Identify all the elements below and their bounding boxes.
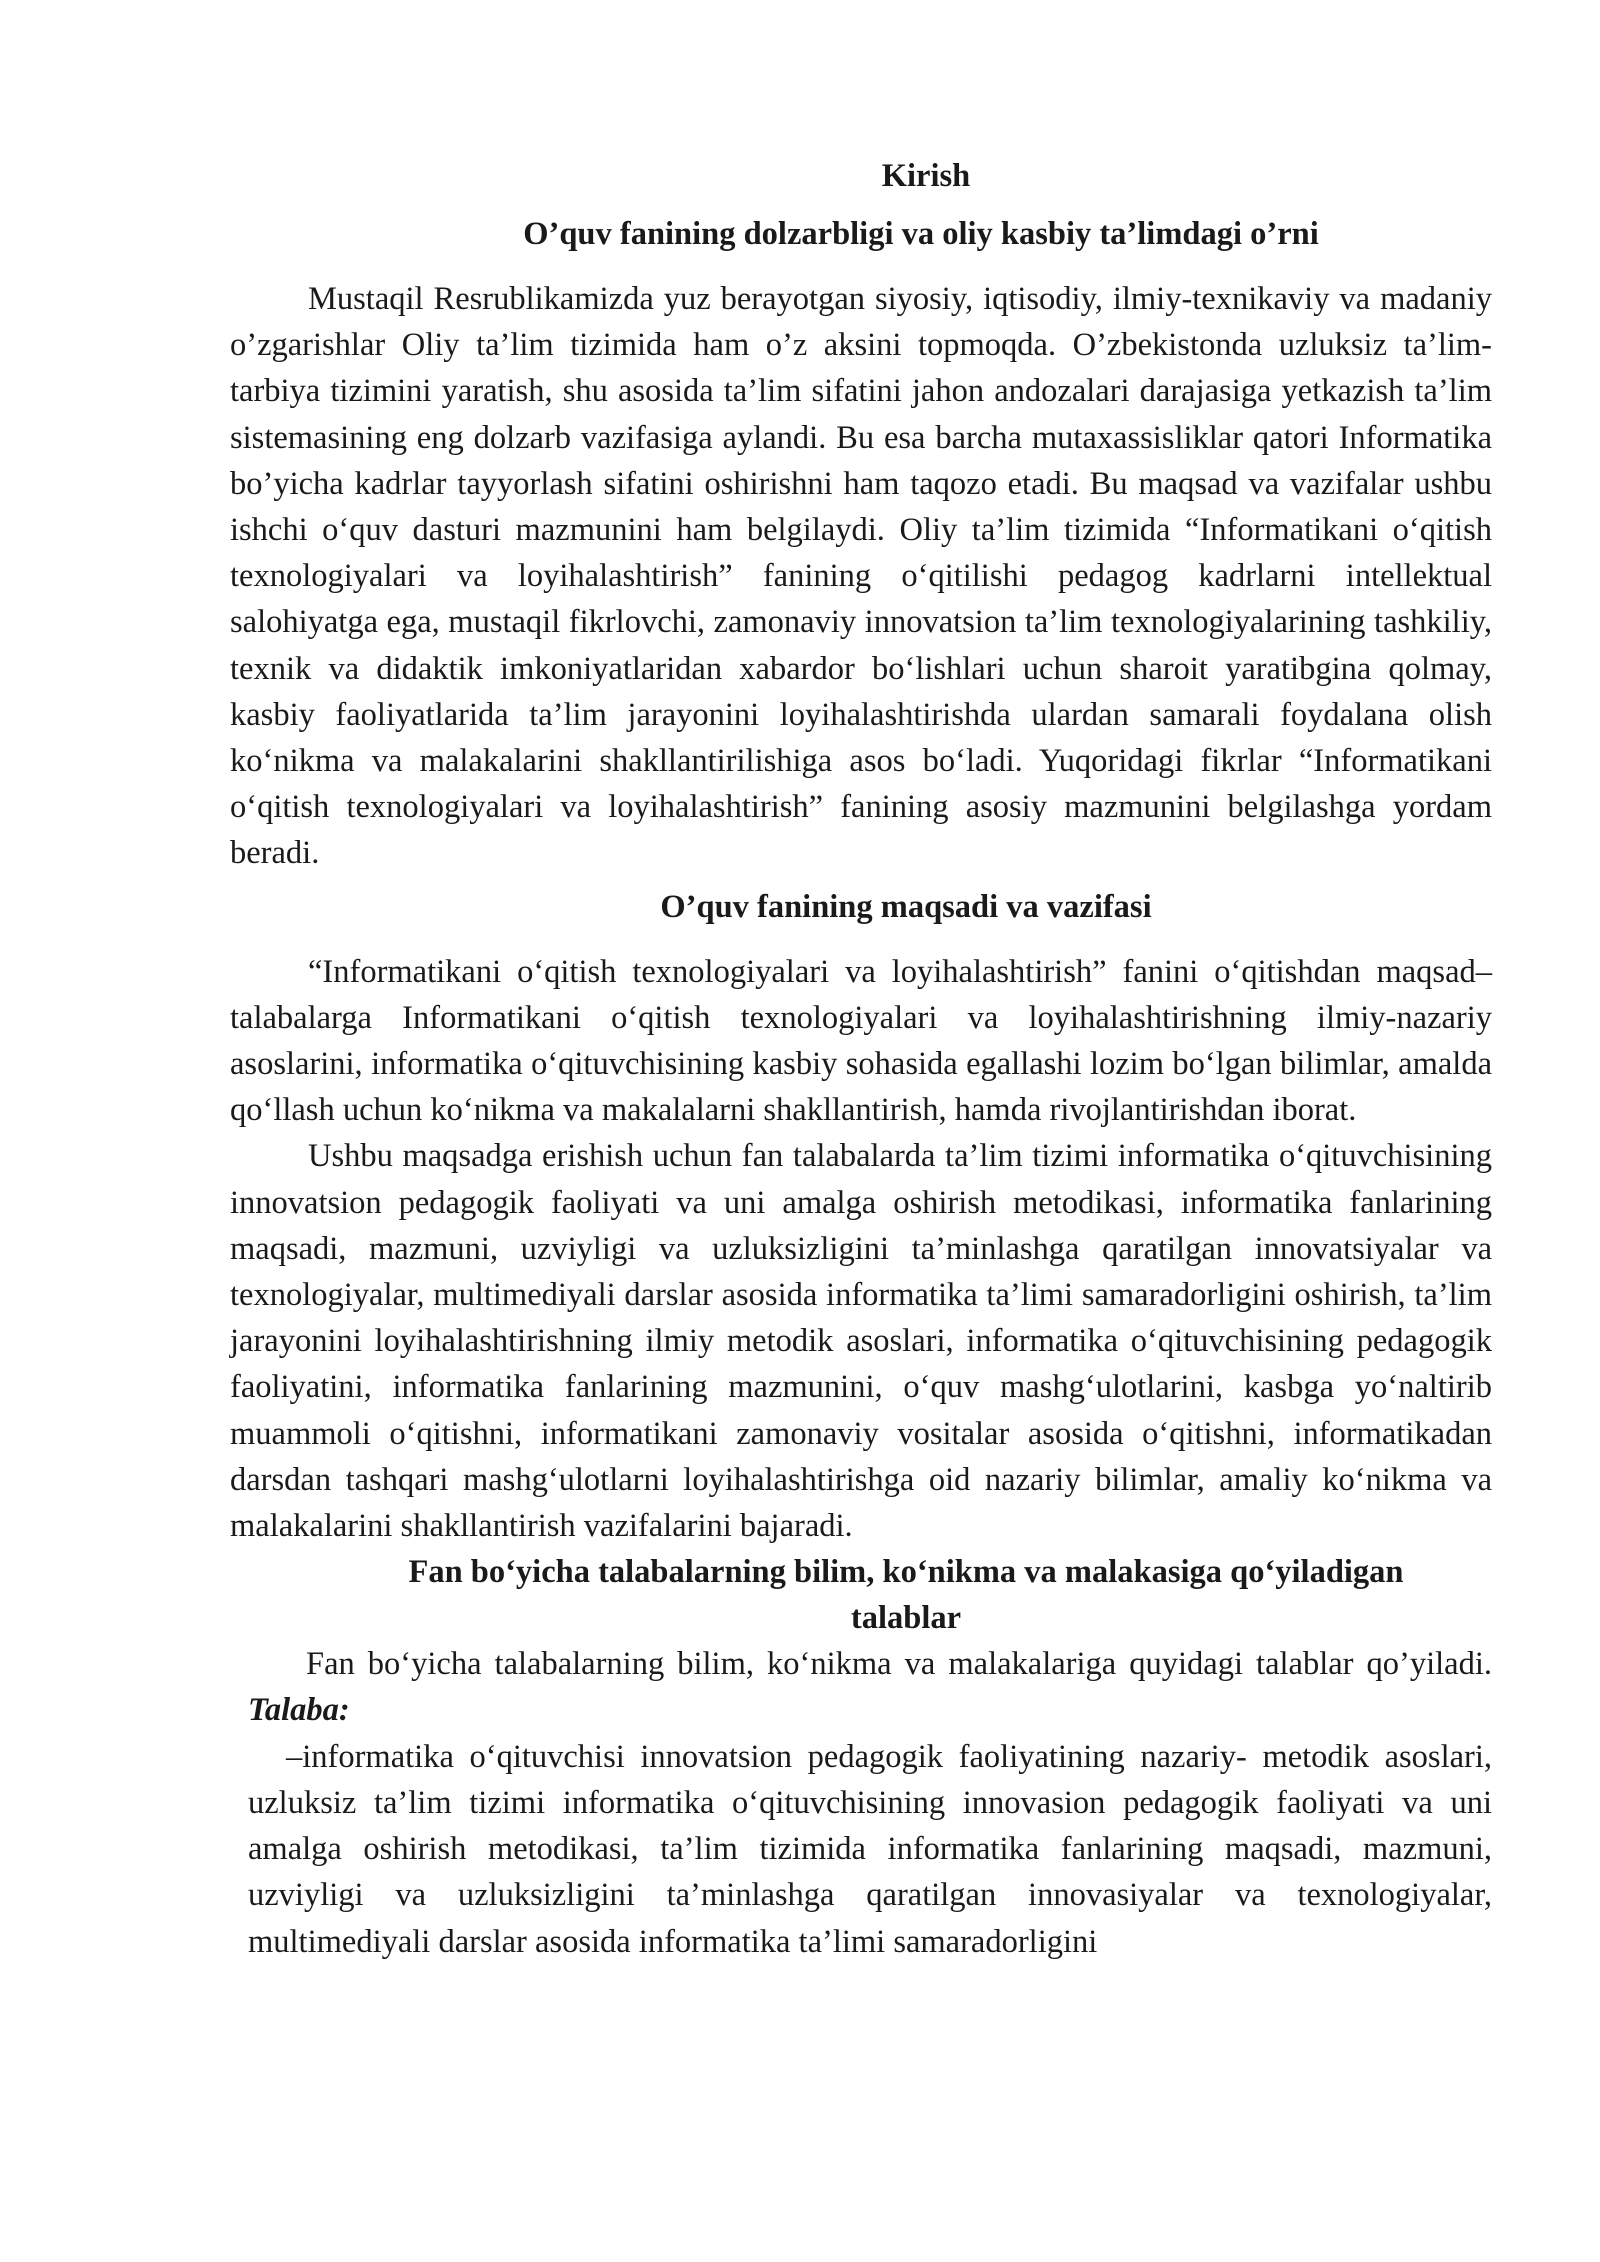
paragraph-goal: “Informatikani o‘qitish texnologiyalari va loyihalashtirish” fanini o‘qitishdan maqsad– talabalarga Informatikani o‘qitish texnologiyalari va loyihalashtirishning ilmiy-nazariy asoslarini, informatika o‘qituvchisining kasbiy sohasida egallashi lozim bo‘lgan bilimlar, amalda qo‘llash uchun ko‘nikma va makalalarni shakllantirish, hamda rivojlantirishdan iborat.	[230, 953, 1492, 1129]
section-heading-relevance: O’quv fanining dolzarbligi va oliy kasbiy ta’limdagi o’rni	[523, 216, 1319, 252]
requirements-intro-text: Fan bo‘yicha talabalarning bilim, ko‘nikma va malakalariga quyidagi talablar qo’yiladi.	[306, 1646, 1492, 1683]
section-heading-requirements-line2: talablar	[850, 1600, 962, 1637]
paragraph-tasks: Ushbu maqsadga erishish uchun fan talabalarda ta’lim tizimi informatika o‘qituvchisining innovatsion pedagogik faoliyati va uni amalga oshirish metodikasi, informatika fanlarining maqsadi, mazmuni, uzviyligi va uzluksizligini ta’minlashga qaratilgan innovatsiyalar va texnologiyalar, multimediyali darslar asosida informatika ta’limi samaradorligini oshirish, ta’lim jarayonini loyihalashtirishning ilmiy metodik asoslari, informatika o‘qituvchisining pedagogik faoliyatini, informatika fanlarining mazmunini, o‘quv mashg‘ulotlarini, kasbga yo‘naltirib muammoli o‘qitishni, informatikani zamonaviy vositalar asosida o‘qitishni, informatikadan darsdan tashqari mashg‘ulotlarni loyihalashtirishga oid nazariy bilimlar, amaliy ko‘nikma va malakalarini shakllantirish vazifalarini bajaradi.	[230, 1138, 1492, 1545]
section-heading-requirements	[230, 1549, 1492, 1641]
paragraph-relevance: Mustaqil Resrublikamizda yuz berayotgan siyosiy, iqtisodiy, ilmiy-texnikaviy va madaniy o’zgarishlar Oliy ta’lim tizimida ham o’z aksini topmoqda. O’zbekistonda uzluksiz ta’lim-tarbiya tizimini yaratish, shu asosida ta’lim sifatini jahon andozalari darajasiga yetkazish ta’lim sistemasining eng dolzarb vazifasiga aylandi. Bu esa barcha mutaxassisliklar qatori Informatika bo’yicha kadrlar tayyorlash sifatini oshirishni ham taqozo etadi. Bu maqsad va vazifalar ushbu ishchi o‘quv dasturi mazmunini ham belgilaydi. Oliy ta’lim tizimida “Informatikani o‘qitish texnologiyalari va loyihalashtirish” fanining o‘qitilishi pedagog kadrlarni intellektual salohiyatga ega, mustaqil fikrlovchi, zamonaviy innovatsion ta’lim texnologiyalarining tashkiliy, texnik va didaktik imkoniyatlaridan xabardor bo‘lishlari uchun sharoit yaratibgina qolmay, kasbiy faoliyatlarida ta’lim jarayonini loyihalashtirishda ulardan samarali foydalana olish ko‘nikma va malakalarini shakllantirilishiga asos bo‘ladi. Yuqoridagi fikrlar “Informatikani o‘qitish texnologiyalari va loyihalashtirish” fanining asosiy mazmunini belgilashga yordam beradi.	[230, 281, 1492, 872]
requirements-intro	[248, 1641, 1492, 1733]
requirements-list-item: –informatika o‘qituvchisi innovatsion pedagogik faoliyatining nazariy- metodik asoslari, uzluksiz ta’lim tizimi informatika o‘qituvchisining innovasion pedagogik faoliyati va uni amalga oshirish metodikasi, ta’lim tizimida informatika fanlarining maqsadi, mazmuni, uzviyligi va uzluksizligini ta’minlashga qaratilgan innovasiyalar va texnologiyalar, multimediyali darslar asosida informatika ta’limi samaradorligini	[248, 1738, 1492, 1960]
requirements-block	[230, 1641, 1492, 1964]
section-heading-requirements-line1: Fan bo‘yicha talabalarning bilim, ko‘nikma va malakasiga qo‘yiladigan	[408, 1554, 1404, 1591]
document-title: Kirish	[881, 158, 971, 194]
section-heading-goals: O’quv fanining maqsadi va vazifasi	[660, 888, 1152, 925]
document-content	[230, 148, 1492, 1965]
talaba-label: Talaba:	[248, 1692, 350, 1729]
